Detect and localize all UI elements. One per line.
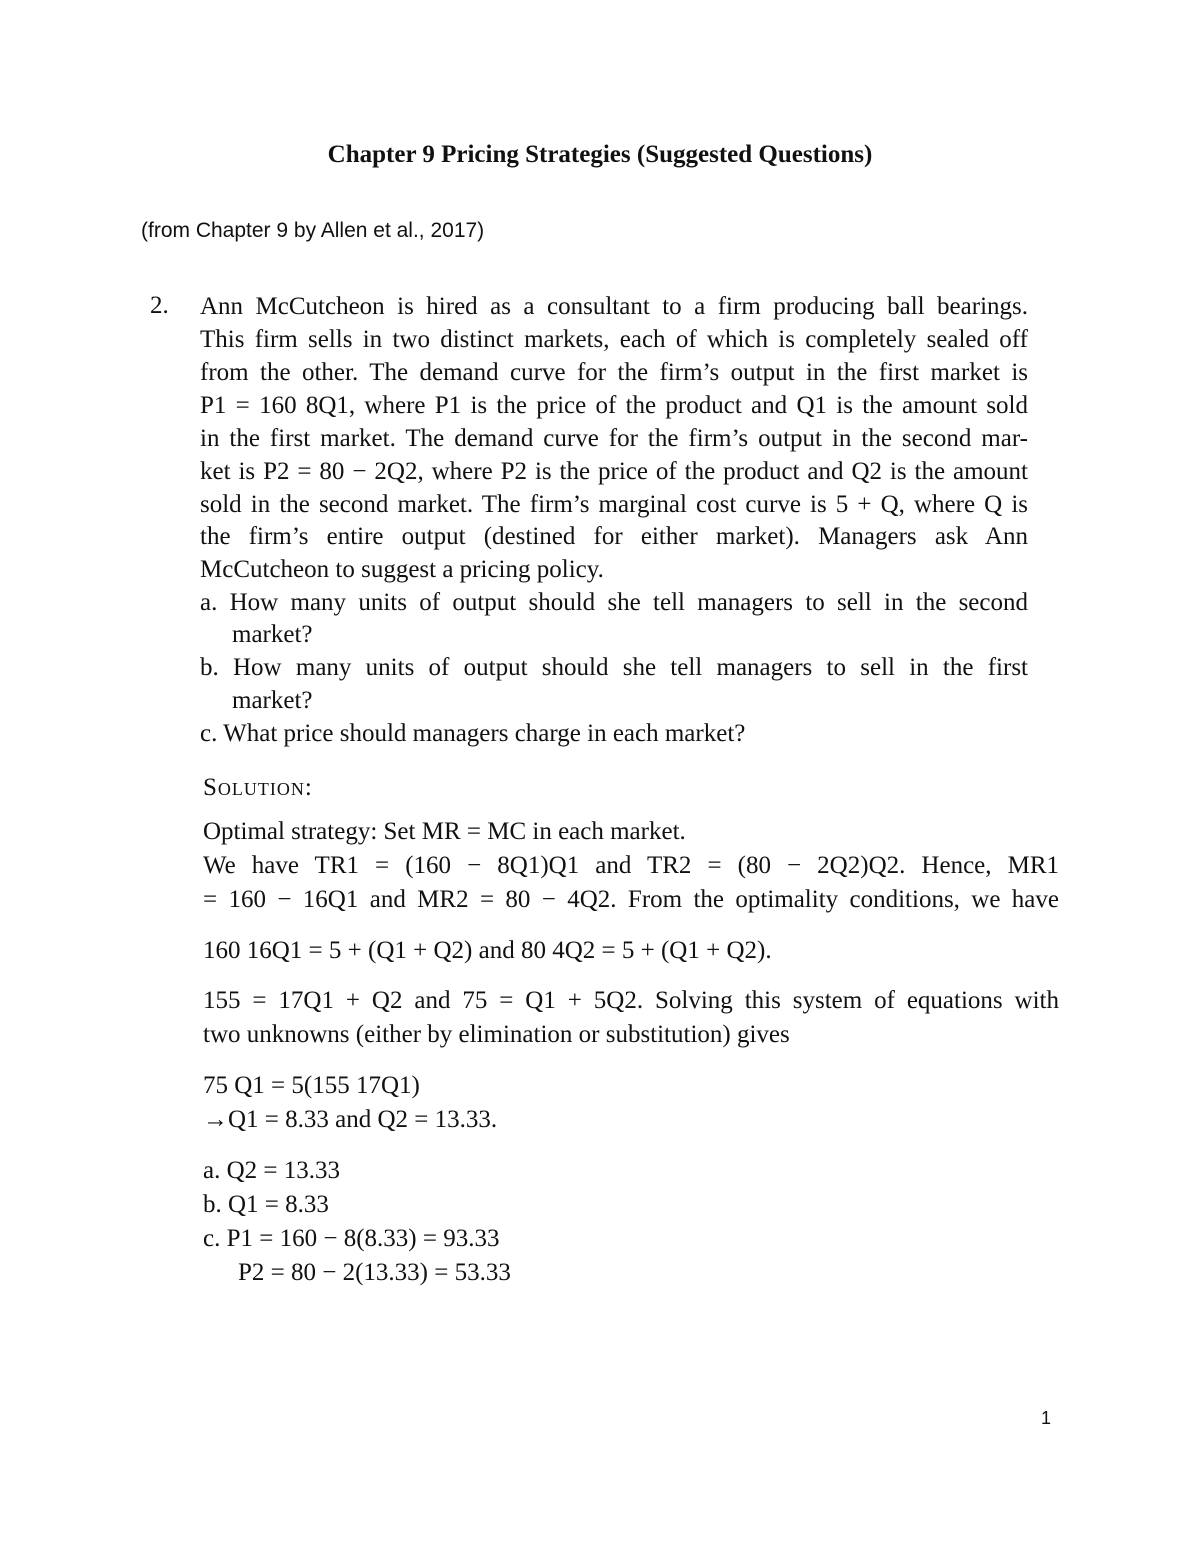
question-part-b-cont: market? (232, 687, 313, 714)
solution-line: 160 16Q1 = 5 + (Q1 + Q2) and 80 4Q2 = 5 + (Q1 + Q2). (203, 937, 772, 964)
source-citation: (from Chapter 9 by Allen et al., 2017) (141, 219, 485, 242)
solution-line: We have TR1 = (160 − 8Q1)Q1 and TR2 = (80 − 2Q2)Q2. Hence, MR1 (203, 852, 1059, 879)
page-title: Chapter 9 Pricing Strategies (Suggested Questions) (327, 141, 873, 168)
question-line: sold in the second market. The firm’s marginal cost curve is 5 + Q, where Q is (200, 491, 1028, 518)
question-part-c: c. What price should managers charge in each market? (200, 720, 746, 747)
question-line: McCutcheon to suggest a pricing policy. (200, 556, 604, 583)
solution-line: 155 = 17Q1 + Q2 and 75 = Q1 + 5Q2. Solving this system of equations with (203, 987, 1059, 1014)
answer-a: a. Q2 = 13.33 (203, 1157, 340, 1184)
question-part-a: a. How many units of output should she tell managers to sell in the second (200, 589, 1028, 616)
question-line: in the first market. The demand curve for the firm’s output in the second mar- (200, 425, 1028, 452)
question-part-b: b. How many units of output should she tell managers to sell in the first (200, 654, 1028, 681)
question-part-a-cont: market? (232, 621, 313, 648)
solution-equation: →Q1 = 8.33 and Q2 = 13.33. (203, 1106, 498, 1133)
answer-b: b. Q1 = 8.33 (203, 1191, 329, 1218)
question-line: Ann McCutcheon is hired as a consultant to a firm producing ball bearings. (200, 293, 1028, 320)
question-line: the firm’s entire output (destined for either market). Managers ask Ann (200, 523, 1028, 550)
page-number: 1 (1041, 1408, 1052, 1428)
question-line: ket is P2 = 80 − 2Q2, where P2 is the price of the product and Q2 is the amount (200, 458, 1028, 485)
question-line: from the other. The demand curve for the firm’s output in the first market is (200, 359, 1028, 386)
question-number: 2. (150, 292, 169, 319)
solution-heading: Solution: (203, 774, 313, 801)
answer-c: c. P1 = 160 − 8(8.33) = 93.33 (203, 1225, 500, 1252)
question-line: This firm sells in two distinct markets, each of which is completely sealed off (200, 326, 1028, 353)
solution-equation: 75 Q1 = 5(155 17Q1) (203, 1072, 420, 1099)
question-line: P1 = 160 8Q1, where P1 is the price of the product and Q1 is the amount sold (200, 392, 1028, 419)
solution-line: two unknowns (either by elimination or substitution) gives (203, 1021, 790, 1048)
solution-line: Optimal strategy: Set MR = MC in each market. (203, 818, 686, 845)
answer-c-cont: P2 = 80 − 2(13.33) = 53.33 (238, 1259, 511, 1286)
solution-line: = 160 − 16Q1 and MR2 = 80 − 4Q2. From the optimality conditions, we have (203, 886, 1059, 913)
